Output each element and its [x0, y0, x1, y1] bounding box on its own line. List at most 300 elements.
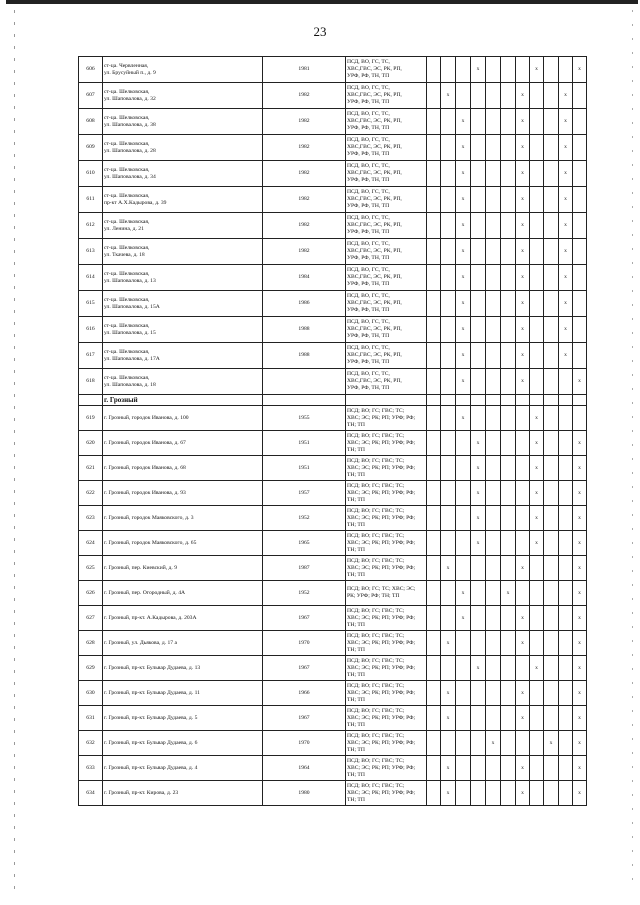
year-mark-cell: x — [456, 265, 471, 291]
year-mark-cell — [427, 57, 441, 83]
year-mark-cell — [427, 606, 441, 631]
works-code-line: ХВС,ГВС, ЭС, РК, РП, — [347, 248, 402, 254]
year-mark-cell — [530, 83, 544, 109]
year-mark-cell — [501, 161, 516, 187]
year-mark-cell — [544, 456, 559, 481]
year-mark-cell — [441, 213, 456, 239]
year-mark-cell — [486, 431, 501, 456]
works-code-line: РК; УРФ; РФ; ТН; ТП — [347, 593, 400, 599]
year-mark-cell — [471, 291, 486, 317]
address-line: пр-кт А.Х.Кадырова, д. 39 — [104, 199, 167, 206]
year-mark-cell — [427, 406, 441, 431]
year-mark-cell — [501, 187, 516, 213]
year-cell: 1984 — [263, 265, 346, 291]
address-line: ст-ца. Шелковская, — [104, 348, 150, 355]
address-line: ул. Шаповалова, д. 28 — [104, 147, 156, 154]
address-line: ст-ца. Шелковская, — [104, 140, 150, 147]
year-mark-cell: x — [530, 406, 544, 431]
works-code-line: ПСД, ВО, ГС, ТС, — [347, 163, 390, 169]
year-mark-cell — [559, 369, 573, 395]
address-cell — [103, 706, 263, 731]
year-mark-cell: x — [471, 57, 486, 83]
address-cell — [103, 135, 263, 161]
year-mark-cell: x — [573, 606, 587, 631]
works-code-line: ХВС; ЭС; РК; РП; УРФ; РФ; — [347, 639, 416, 646]
year-mark-cell — [486, 531, 501, 556]
works-code-line: ПСД, ВО, ГС, ТС, — [347, 137, 390, 143]
works-codes-cell — [346, 369, 427, 395]
year-mark-cell — [530, 213, 544, 239]
year-mark-cell — [427, 481, 441, 506]
year-cell: 1982 — [263, 83, 346, 109]
row-number: 625 — [79, 556, 103, 581]
address-line: ст-ца. Шелковская, — [104, 244, 150, 251]
year-mark-cell — [486, 343, 501, 369]
table-row — [79, 631, 587, 656]
address-line: ул. Шаповалова, д. 17А — [104, 355, 160, 362]
year-mark-cell: x — [441, 681, 456, 706]
address-line: г. Грозный, пр-кт. А.Кадырова, д. 203А — [104, 614, 197, 621]
works-code-line: УРФ, РФ, ТН, ТП — [347, 333, 390, 339]
works-codes-cell — [346, 481, 427, 506]
year-mark-cell — [544, 83, 559, 109]
table-row — [79, 431, 587, 456]
works-code-line: ПСД; ВО; ГС; ГВС; ТС; — [347, 407, 405, 414]
year-mark-cell: x — [486, 731, 501, 756]
table-row — [79, 456, 587, 481]
year-mark-cell — [471, 756, 486, 781]
year-mark-cell — [456, 531, 471, 556]
year-mark-cell — [544, 406, 559, 431]
year-cell: 1970 — [263, 631, 346, 656]
year-mark-cell — [441, 431, 456, 456]
year-mark-cell: x — [516, 556, 530, 581]
year-mark-cell — [559, 681, 573, 706]
year-mark-cell — [471, 731, 486, 756]
year-mark-cell — [486, 706, 501, 731]
year-mark-cell — [501, 556, 516, 581]
address-line: ул. Ткачева, д. 18 — [104, 251, 145, 258]
address-line: г. Грозный, пр-кт. Бульвар Дудаева, д. 6 — [104, 739, 198, 746]
year-cell: 1982 — [263, 187, 346, 213]
year-mark-cell — [559, 606, 573, 631]
year-mark-cell: x — [573, 531, 587, 556]
year-cell: 1982 — [263, 239, 346, 265]
table-row — [79, 265, 587, 291]
year-mark-cell — [471, 706, 486, 731]
works-code-line: ТН; ТП — [347, 446, 365, 453]
works-code-line: ХВС; ЭС; РК; РП; УРФ; РФ; — [347, 439, 416, 446]
works-codes-cell — [346, 606, 427, 631]
year-mark-cell — [573, 187, 587, 213]
year-mark-cell — [486, 265, 501, 291]
year-mark-cell: x — [559, 187, 573, 213]
year-mark-cell — [441, 406, 456, 431]
year-mark-cell — [530, 706, 544, 731]
row-number: 634 — [79, 781, 103, 806]
year-mark-cell: x — [573, 706, 587, 731]
year-mark-cell — [441, 161, 456, 187]
year-mark-cell: x — [573, 456, 587, 481]
year-mark-cell: x — [441, 556, 456, 581]
year-mark-cell — [456, 556, 471, 581]
year-mark-cell — [471, 83, 486, 109]
year-mark-cell: x — [516, 343, 530, 369]
year-mark-cell — [573, 406, 587, 431]
year-mark-cell: x — [559, 317, 573, 343]
section-title: г. Грозный — [103, 395, 263, 406]
address-line: ст-ца. Червленная, — [104, 62, 149, 69]
year-mark-cell — [516, 731, 530, 756]
works-code-line: ХВС; ЭС; РК; РП; УРФ; РФ; — [347, 739, 416, 746]
year-mark-cell — [486, 456, 501, 481]
year-mark-cell — [530, 187, 544, 213]
works-code-line: ПСД, ВО, ГС, ТС, — [347, 371, 390, 377]
works-code-line: ХВС; ЭС; РК; РП; УРФ; РФ; — [347, 664, 416, 671]
works-codes-cell — [346, 731, 427, 756]
row-number: 612 — [79, 213, 103, 239]
row-number: 609 — [79, 135, 103, 161]
year-mark-cell: x — [573, 581, 587, 606]
works-code-line: ХВС,ГВС, ЭС, РК, РП, — [347, 118, 402, 124]
address-line: ст-ца. Шелковская, — [104, 192, 150, 199]
works-codes-cell — [346, 631, 427, 656]
year-mark-cell — [544, 239, 559, 265]
year-mark-cell — [516, 406, 530, 431]
year-mark-cell: x — [441, 756, 456, 781]
works-codes-cell — [346, 291, 427, 317]
year-mark-cell — [501, 506, 516, 531]
table-row — [79, 481, 587, 506]
works-code-line: ПСД, ВО, ГС, ТС, — [347, 267, 390, 273]
works-code-line: ПСД, ВО, ГС, ТС, — [347, 345, 390, 351]
year-mark-cell — [456, 431, 471, 456]
year-mark-cell — [427, 317, 441, 343]
year-mark-cell — [486, 187, 501, 213]
year-mark-cell — [516, 656, 530, 681]
year-mark-cell — [456, 631, 471, 656]
year-mark-cell: x — [559, 239, 573, 265]
year-mark-cell: x — [573, 556, 587, 581]
year-mark-cell — [441, 731, 456, 756]
works-codes-cell — [346, 135, 427, 161]
year-mark-cell — [427, 291, 441, 317]
year-mark-cell — [544, 756, 559, 781]
year-mark-cell — [516, 481, 530, 506]
works-code-line: ТН; ТП — [347, 796, 365, 803]
row-number: 623 — [79, 506, 103, 531]
table-row — [79, 109, 587, 135]
year-mark-cell — [573, 291, 587, 317]
year-mark-cell — [427, 681, 441, 706]
year-mark-cell — [471, 631, 486, 656]
row-number: 613 — [79, 239, 103, 265]
address-line: ст-ца. Шелковская, — [104, 270, 150, 277]
row-number: 632 — [79, 731, 103, 756]
year-mark-cell — [486, 581, 501, 606]
address-line: ул. Шаповалова, д. 34 — [104, 173, 156, 180]
year-cell — [263, 369, 346, 395]
address-cell — [103, 631, 263, 656]
works-code-line: ТН; ТП — [347, 621, 365, 628]
year-mark-cell — [427, 706, 441, 731]
year-mark-cell — [471, 406, 486, 431]
year-mark-cell: x — [573, 756, 587, 781]
year-mark-cell — [486, 83, 501, 109]
table-row — [79, 506, 587, 531]
address-line: г. Грозный, пер. Огородный, д. 4А — [104, 589, 186, 596]
year-mark-cell: x — [516, 83, 530, 109]
year-mark-cell — [427, 781, 441, 806]
year-mark-cell — [544, 213, 559, 239]
year-mark-cell: x — [516, 781, 530, 806]
works-code-line: УРФ, РФ, ТН, ТП — [347, 73, 390, 79]
row-number: 608 — [79, 109, 103, 135]
year-mark-cell — [486, 135, 501, 161]
table-row — [79, 187, 587, 213]
year-mark-cell — [559, 456, 573, 481]
year-mark-cell — [441, 265, 456, 291]
year-mark-cell — [456, 656, 471, 681]
year-mark-cell — [456, 83, 471, 109]
works-codes-cell — [346, 506, 427, 531]
scan-artifact-right — [632, 10, 633, 890]
section-empty-cell — [573, 395, 587, 406]
works-codes-cell — [346, 57, 427, 83]
row-number: 616 — [79, 317, 103, 343]
works-codes-cell — [346, 265, 427, 291]
year-mark-cell — [486, 506, 501, 531]
year-mark-cell: x — [441, 706, 456, 731]
year-mark-cell — [559, 656, 573, 681]
year-mark-cell — [530, 631, 544, 656]
year-mark-cell: x — [516, 706, 530, 731]
address-line: ул. Шаповалова, д. 13 — [104, 277, 156, 284]
table-row — [79, 57, 587, 83]
works-code-line: ТН; ТП — [347, 571, 365, 578]
year-mark-cell — [486, 606, 501, 631]
table-row — [79, 406, 587, 431]
address-cell — [103, 681, 263, 706]
works-code-line: ПСД, ВО, ГС, ТС, — [347, 85, 390, 91]
year-mark-cell — [559, 406, 573, 431]
address-line: г. Грозный, городок Маяковского, д. 65 — [104, 539, 197, 546]
year-mark-cell — [486, 239, 501, 265]
year-mark-cell: x — [456, 213, 471, 239]
year-mark-cell — [530, 556, 544, 581]
year-mark-cell — [501, 731, 516, 756]
works-code-line: ПСД, ВО, ГС, ТС, — [347, 59, 390, 65]
address-cell — [103, 456, 263, 481]
year-mark-cell — [544, 656, 559, 681]
works-code-line: ПСД, ВО, ГС, ТС, — [347, 189, 390, 195]
year-mark-cell — [501, 83, 516, 109]
year-mark-cell — [544, 135, 559, 161]
works-code-line: УРФ, РФ, ТН, ТП — [347, 255, 390, 261]
table-row — [79, 656, 587, 681]
works-code-line: ПСД; ВО; ГС; ГВС; ТС; — [347, 607, 405, 614]
year-cell: 1970 — [263, 731, 346, 756]
year-mark-cell — [501, 265, 516, 291]
works-code-line: ПСД; ВО; ГС; ГВС; ТС; — [347, 782, 405, 789]
year-cell: 1980 — [263, 781, 346, 806]
year-cell: 1957 — [263, 481, 346, 506]
year-mark-cell — [516, 581, 530, 606]
year-mark-cell — [441, 506, 456, 531]
works-codes-cell — [346, 317, 427, 343]
year-mark-cell: x — [530, 506, 544, 531]
address-cell — [103, 406, 263, 431]
works-code-line: УРФ, РФ, ТН, ТП — [347, 359, 390, 365]
year-mark-cell — [501, 369, 516, 395]
works-code-line: ХВС; ЭС; РК; РП; УРФ; РФ; — [347, 539, 416, 546]
table-row — [79, 369, 587, 395]
year-mark-cell — [544, 369, 559, 395]
year-mark-cell — [573, 213, 587, 239]
year-mark-cell — [456, 456, 471, 481]
year-mark-cell — [501, 406, 516, 431]
address-cell — [103, 57, 263, 83]
works-code-line: ПСД, ВО, ГС, ТС, — [347, 241, 390, 247]
section-empty-cell — [501, 395, 516, 406]
table-row — [79, 781, 587, 806]
works-code-line: ПСД, ВО, ГС, ТС, — [347, 215, 390, 221]
works-code-line: ТН; ТП — [347, 471, 365, 478]
year-mark-cell — [530, 369, 544, 395]
year-mark-cell — [427, 556, 441, 581]
address-line: ул. Шаповалова, д. 32 — [104, 95, 156, 102]
year-mark-cell: x — [573, 681, 587, 706]
year-mark-cell — [471, 265, 486, 291]
table-row — [79, 161, 587, 187]
year-mark-cell — [471, 606, 486, 631]
table-row — [79, 756, 587, 781]
year-mark-cell: x — [456, 161, 471, 187]
works-codes-cell — [346, 431, 427, 456]
works-code-line: УРФ, РФ, ТН, ТП — [347, 125, 390, 131]
year-mark-cell: x — [516, 161, 530, 187]
year-mark-cell — [427, 343, 441, 369]
address-cell — [103, 109, 263, 135]
year-mark-cell — [486, 317, 501, 343]
works-codes-cell — [346, 213, 427, 239]
address-cell — [103, 481, 263, 506]
works-code-line: УРФ, РФ, ТН, ТП — [347, 229, 390, 235]
year-mark-cell: x — [573, 506, 587, 531]
year-mark-cell — [530, 781, 544, 806]
year-mark-cell: x — [516, 756, 530, 781]
year-mark-cell: x — [456, 406, 471, 431]
year-mark-cell — [501, 656, 516, 681]
year-mark-cell: x — [456, 291, 471, 317]
year-mark-cell: x — [559, 265, 573, 291]
works-codes-cell — [346, 109, 427, 135]
row-number: 611 — [79, 187, 103, 213]
year-mark-cell: x — [441, 631, 456, 656]
address-line: ст-ца. Шелковская, — [104, 218, 150, 225]
year-mark-cell — [544, 187, 559, 213]
year-cell: 1988 — [263, 317, 346, 343]
row-number: 617 — [79, 343, 103, 369]
section-row — [79, 395, 587, 406]
scan-artifact-left — [14, 10, 15, 890]
address-line: г. Грозный, пр-кт. Бульвар Дудаева, д. 4 — [104, 764, 198, 771]
works-codes-cell — [346, 581, 427, 606]
address-line: ст-ца. Шелковская, — [104, 114, 150, 121]
year-mark-cell — [559, 556, 573, 581]
year-mark-cell — [530, 291, 544, 317]
year-mark-cell — [530, 317, 544, 343]
works-code-line: ПСД; ВО; ГС; ГВС; ТС; — [347, 507, 405, 514]
works-code-line: ХВС,ГВС, ЭС, РК, РП, — [347, 352, 402, 358]
year-mark-cell — [486, 406, 501, 431]
works-code-line: ТН; ТП — [347, 696, 365, 703]
section-empty-cell — [559, 395, 573, 406]
year-mark-cell — [441, 239, 456, 265]
year-mark-cell: x — [530, 531, 544, 556]
address-cell — [103, 291, 263, 317]
year-mark-cell — [573, 135, 587, 161]
year-mark-cell — [516, 456, 530, 481]
row-number: 633 — [79, 756, 103, 781]
year-mark-cell: x — [559, 161, 573, 187]
year-mark-cell — [441, 369, 456, 395]
address-cell — [103, 317, 263, 343]
address-cell — [103, 369, 263, 395]
year-mark-cell — [501, 631, 516, 656]
address-line: ст-ца. Шелковская, — [104, 166, 150, 173]
works-code-line: ХВС,ГВС, ЭС, РК, РП, — [347, 170, 402, 176]
year-mark-cell: x — [501, 581, 516, 606]
works-codes-cell — [346, 161, 427, 187]
section-empty-cell — [456, 395, 471, 406]
year-mark-cell: x — [530, 481, 544, 506]
address-line: г. Грозный, пр-кт. Бульвар Дудаева, д. 5 — [104, 714, 198, 721]
year-mark-cell: x — [573, 631, 587, 656]
year-mark-cell — [441, 109, 456, 135]
works-code-line: УРФ, РФ, ТН, ТП — [347, 281, 390, 287]
row-number: 622 — [79, 481, 103, 506]
year-mark-cell: x — [559, 291, 573, 317]
section-empty-cell — [346, 395, 427, 406]
year-mark-cell — [559, 481, 573, 506]
year-mark-cell: x — [559, 83, 573, 109]
works-code-line: ТН; ТП — [347, 546, 365, 553]
address-cell — [103, 581, 263, 606]
works-code-line: УРФ, РФ, ТН, ТП — [347, 203, 390, 209]
year-mark-cell — [441, 606, 456, 631]
year-mark-cell: x — [516, 135, 530, 161]
year-mark-cell: x — [516, 213, 530, 239]
year-mark-cell — [530, 756, 544, 781]
section-empty-cell — [486, 395, 501, 406]
works-codes-cell — [346, 406, 427, 431]
works-code-line: ПСД; ВО; ГС; ТС; ХВС; ЭС; — [347, 586, 416, 592]
works-codes-cell — [346, 83, 427, 109]
table-row — [79, 239, 587, 265]
address-cell — [103, 213, 263, 239]
works-codes-cell — [346, 531, 427, 556]
address-line: г. Грозный, пр-кт. Бульвар Дудаева, д. 13 — [104, 664, 201, 671]
address-line: г. Грозный, городок Иванова, д. 67 — [104, 439, 186, 446]
year-mark-cell — [441, 456, 456, 481]
works-code-line: ПСД; ВО; ГС; ГВС; ТС; — [347, 557, 405, 564]
year-mark-cell: x — [441, 83, 456, 109]
year-mark-cell — [471, 135, 486, 161]
year-mark-cell: x — [516, 369, 530, 395]
year-mark-cell — [486, 681, 501, 706]
works-code-line: ХВС,ГВС, ЭС, РК, РП, — [347, 144, 402, 150]
